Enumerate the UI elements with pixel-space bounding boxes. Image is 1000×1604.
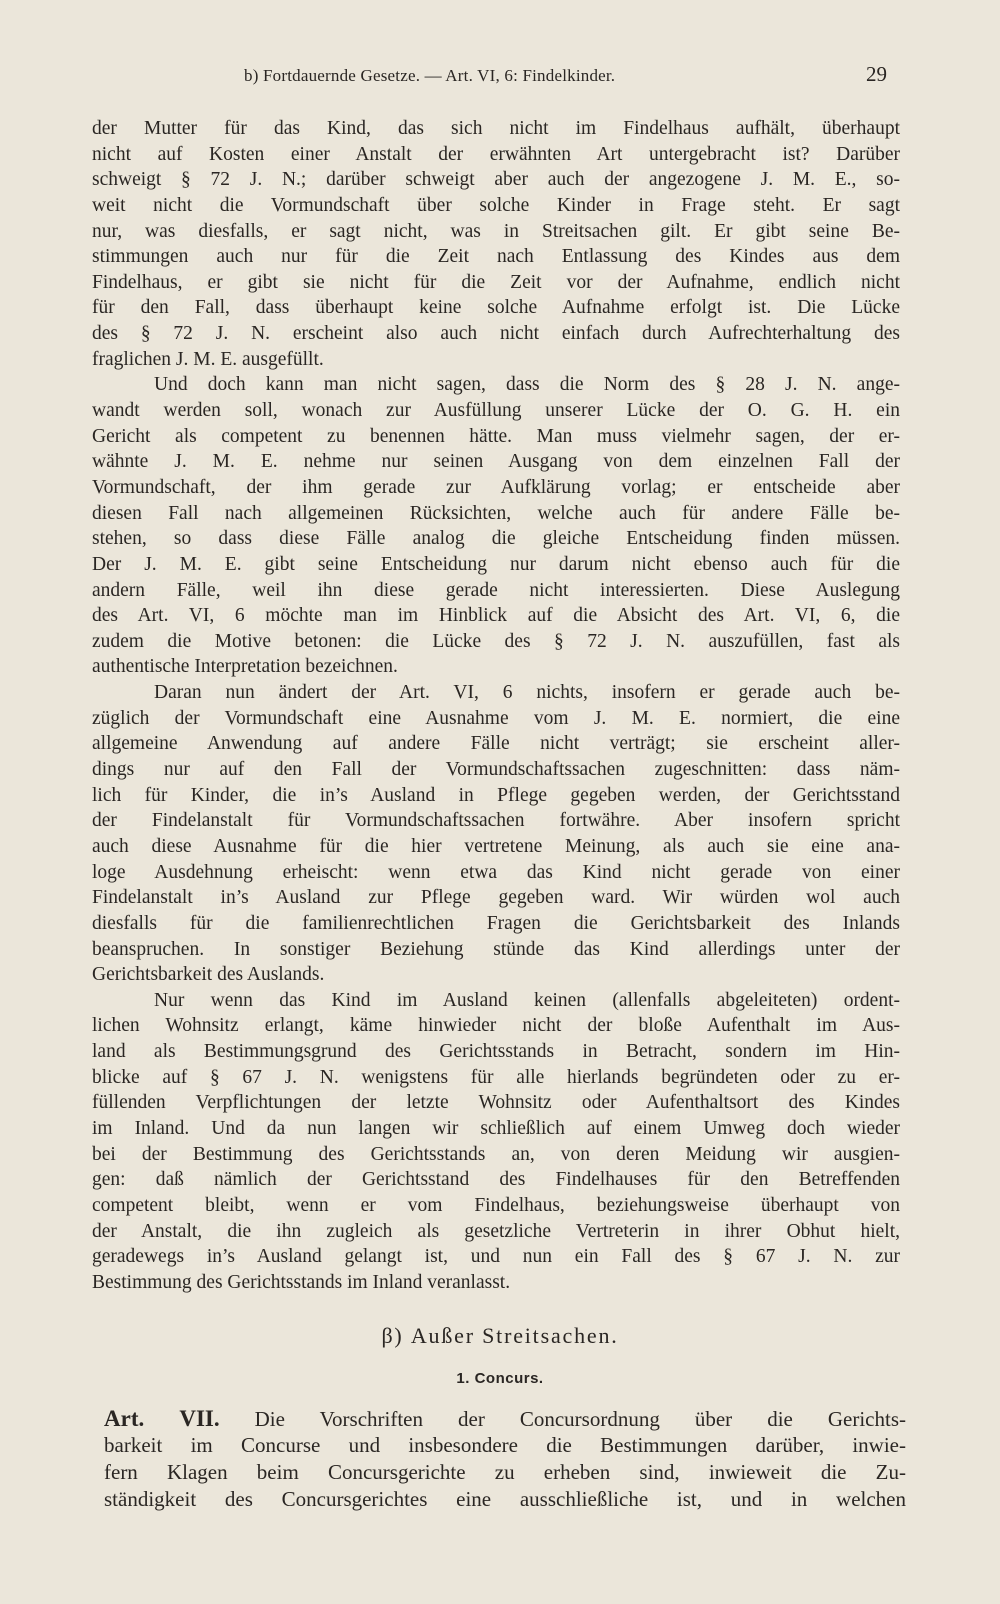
text-line: im Inland. Und da nun langen wir schließlich auf einem Umweg doch wieder bbox=[92, 1117, 900, 1139]
text-line: beanspruchen. In sonstiger Beziehung stünde das Kind allerdings unter der bbox=[92, 938, 900, 960]
text-line: bei der Bestimmung des Gerichtsstands an, von deren Meidung wir ausgien- bbox=[92, 1143, 900, 1165]
text-line: Daran nun ändert der Art. VI, 6 nichts, insofern er gerade auch be- bbox=[154, 682, 900, 704]
text-line: Nur wenn das Kind im Ausland keinen (allenfalls abgeleiteten) ordent- bbox=[154, 989, 900, 1011]
text-line: lichen Wohnsitz erlangt, käme hinwieder nicht der bloße Aufenthalt im Aus- bbox=[92, 1015, 900, 1037]
text-line: gen: daß nämlich der Gerichtsstand des Findelhauses für den Betreffenden bbox=[92, 1169, 900, 1191]
article-first-line bbox=[104, 1405, 906, 1432]
text-line: wähnte J. M. E. nehme nur seinen Ausgang von dem einzelnen Fall der bbox=[92, 451, 900, 473]
text-line: fern Klagen beim Concursgerichte zu erheben sind, inwieweit die Zu- bbox=[104, 1460, 906, 1484]
text-line: blicke auf § 67 J. N. wenigstens für alle hierlands begründeten oder zu er- bbox=[92, 1066, 900, 1088]
text-line: andern Fälle, weil ihn diese gerade nicht interessierten. Diese Auslegung bbox=[92, 579, 900, 601]
text-line: Vormundschaft, der ihm gerade zur Aufklärung vorlag; er entscheide aber bbox=[92, 476, 900, 498]
text-line: der Anstalt, die ihn zugleich als gesetzliche Vertreterin in ihrer Obhut hielt, bbox=[92, 1220, 900, 1242]
text-line: authentische Interpretation bezeichnen. bbox=[92, 656, 398, 678]
text-line: competent bleibt, wenn er vom Findelhaus, beziehungsweise überhaupt von bbox=[92, 1194, 900, 1216]
text-line: lich für Kinder, die in’s Ausland in Pflege gegeben werden, der Gerichtsstand bbox=[92, 784, 900, 806]
text-line: stehen, so dass diese Fälle analog die gleiche Entscheidung finden müssen. bbox=[92, 528, 900, 550]
text-line: allgemeine Anwendung auf andere Fälle nicht verträgt; sie erscheint aller- bbox=[92, 733, 900, 755]
text-line: der Mutter für das Kind, das sich nicht im Findelhaus aufhält, überhaupt bbox=[92, 118, 900, 139]
text-line: des Art. VI, 6 möchte man im Hinblick auf die Absicht des Art. VI, 6, die bbox=[92, 605, 900, 627]
text-line: für den Fall, dass überhaupt keine solche Aufnahme erfolgt ist. Die Lücke bbox=[92, 297, 900, 319]
text-line: barkeit im Concurse und insbesondere die Bestimmungen darüber, inwie- bbox=[104, 1433, 906, 1457]
text-line: ständigkeit des Concursgerichtes eine ausschließliche ist, und in welchen bbox=[104, 1487, 906, 1511]
body-text bbox=[92, 116, 900, 1295]
text-line: nicht auf Kosten einer Anstalt der erwähnten Art untergebracht ist? Darüber bbox=[92, 143, 900, 165]
text-line: Gerichtsbarkeit des Auslands. bbox=[92, 964, 325, 986]
section-heading: β) Außer Streitsachen. bbox=[381, 1323, 619, 1348]
text-line: Gericht als competent zu benennen hätte. Man muss vielmehr sagen, der er- bbox=[92, 425, 900, 447]
page-number: 29 bbox=[866, 62, 887, 86]
text-line: schweigt § 72 J. N.; darüber schweigt aber auch der angezogene J. M. E., so- bbox=[92, 169, 900, 191]
text-line: auch diese Ausnahme für die hier vertretene Meinung, als auch sie eine ana- bbox=[92, 835, 900, 857]
text-line: land als Bestimmungsgrund des Gerichtsstands in Betracht, sondern im Hin- bbox=[92, 1041, 900, 1063]
text-line: fraglichen J. M. E. ausgefüllt. bbox=[92, 348, 324, 370]
text-line: diesen Fall nach allgemeinen Rücksichten, welche auch für andere Fälle be- bbox=[92, 502, 900, 524]
text-line: zudem die Motive betonen: die Lücke des § 72 J. N. auszufüllen, fast als bbox=[92, 630, 900, 652]
subsection-heading: 1. Concurs. bbox=[456, 1370, 544, 1387]
text-line: Der J. M. E. gibt seine Entscheidung nur darum nicht ebenso auch für die bbox=[92, 553, 900, 575]
text-line: nur, was diesfalls, er sagt nicht, was in Streitsachen gilt. Er gibt seine Be- bbox=[92, 220, 900, 242]
text-line: stimmungen auch nur für die Zeit nach Entlassung des Kindes aus dem bbox=[92, 246, 900, 268]
text-line: der Findelanstalt für Vormundschaftssachen fortwähre. Aber insofern spricht bbox=[92, 810, 900, 832]
text-line: Findelhaus, er gibt sie nicht für die Zeit vor der Aufnahme, endlich nicht bbox=[92, 271, 900, 293]
text-line: züglich der Vormundschaft eine Ausnahme vom J. M. E. normiert, die eine bbox=[92, 707, 900, 729]
text-line: loge Ausdehnung erheischt: wenn etwa das Kind nicht gerade von einer bbox=[92, 861, 900, 883]
text-line: dings nur auf den Fall der Vormundschaftssachen zugeschnitten: dass näm- bbox=[92, 759, 900, 781]
text-line: geradewegs in’s Ausland gelangt ist, und nun ein Fall des § 67 J. N. zur bbox=[92, 1246, 900, 1268]
text-line: füllenden Verpflichtungen der letzte Wohnsitz oder Aufenthaltsort des Kindes bbox=[92, 1092, 900, 1114]
text-line: diesfalls für die familienrechtlichen Fragen die Gerichtsbarkeit des Inlands bbox=[92, 912, 900, 934]
text-line: des § 72 J. N. erscheint also auch nicht einfach durch Aufrechterhaltung des bbox=[92, 323, 900, 345]
text-line: wandt werden soll, wonach zur Ausfüllung unserer Lücke der O. G. H. ein bbox=[92, 400, 900, 422]
article-label: Art. VII. bbox=[104, 1406, 220, 1431]
running-head: b) Fortdauernde Gesetze. — Art. VI, 6: Findelkinder. bbox=[244, 66, 616, 85]
text-line: weit nicht die Vormundschaft über solche Kinder in Frage steht. Er sagt bbox=[92, 194, 900, 216]
article-block bbox=[104, 1405, 906, 1513]
text-line: Findelanstalt in’s Ausland zur Pflege gegeben ward. Wir würden wol auch bbox=[92, 887, 900, 909]
article-first-line-text: Die Vorschriften der Concursordnung über die Gerichts- bbox=[254, 1407, 906, 1431]
text-line: Bestimmung des Gerichtsstands im Inland veranlasst. bbox=[92, 1271, 511, 1293]
text-line: Und doch kann man nicht sagen, dass die Norm des § 28 J. N. ange- bbox=[154, 374, 900, 396]
